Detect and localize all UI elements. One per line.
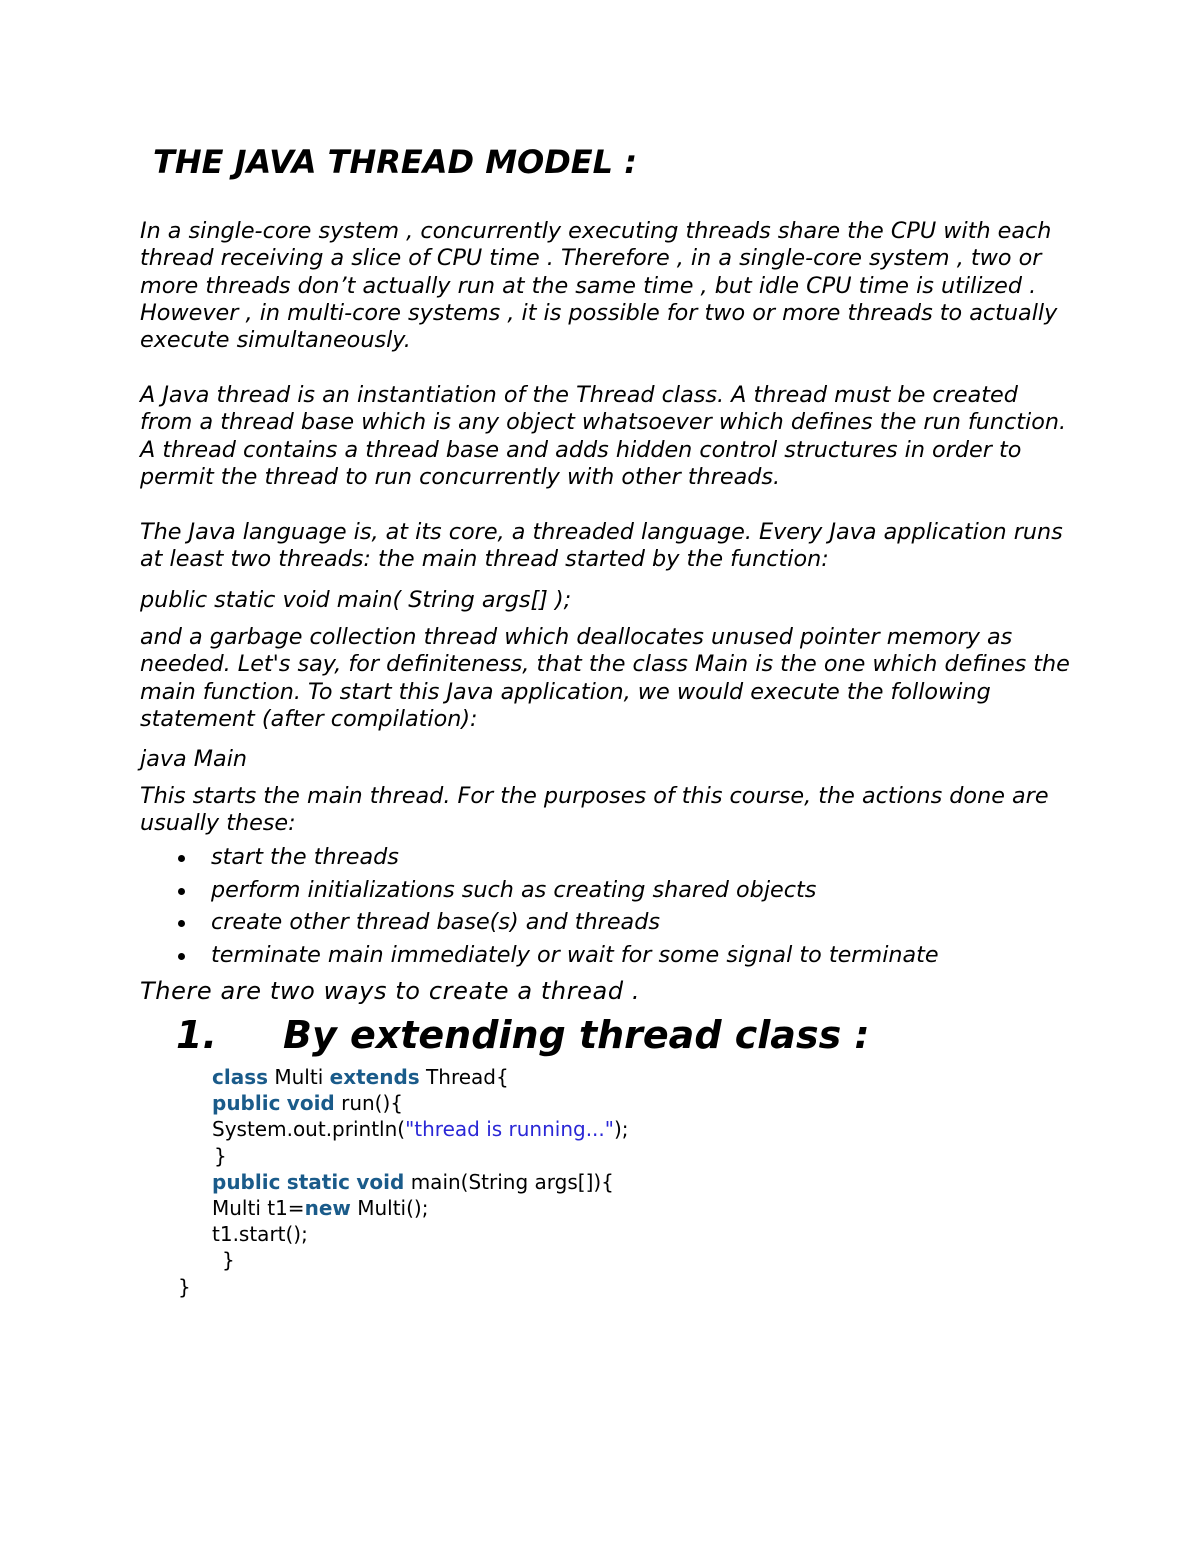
code-text: Thread{ [419, 1065, 509, 1089]
bullet-icon [178, 953, 185, 960]
code-keyword: public [212, 1169, 281, 1194]
list-item-text: create other thread base(s) and threads [211, 909, 660, 935]
list-item-text: perform initializations such as creating shared objects [211, 876, 817, 903]
code-keyword: void [356, 1169, 405, 1194]
code-keyword: static [286, 1169, 351, 1194]
code-keyword: new [304, 1195, 351, 1220]
code-keyword: class [212, 1065, 269, 1089]
code-text: } [178, 1274, 191, 1299]
command-line: java Main [140, 746, 248, 772]
paragraph-java-thread: A Java thread is an instantiation of the Thread class. A thread must be created from a thread base which is any object whatsoever which defines the run function. A thread contains a thread base and adds hidden control structures in order to permit the thread to run concurrently with other threads. [140, 382, 1067, 490]
code-line [0, 1195, 429, 1221]
section-heading [176, 1010, 870, 1060]
list-item-text: terminate main immediately or wait for some signal to terminate [211, 941, 939, 968]
page-title: THE JAVA THREAD MODEL : [153, 143, 637, 181]
code-keyword: extends [329, 1065, 420, 1089]
code-text: run(){ [334, 1091, 404, 1116]
code-text: Multi [268, 1065, 330, 1089]
code-text: main(String args[]){ [404, 1169, 614, 1194]
paragraph-main-thread: This starts the main thread. For the purposes of this course, the actions done are usually these: [140, 783, 1049, 837]
paragraph-single-core: In a single-core system , concurrently executing threads share the CPU with each thread receiving a slice of CPU time . Therefore , in a single-core system , two or more threads don’t actually run at the same time , but idle CPU time is utilized . However , in multi-core systems , it is possible for two or more threads to actually execute simultaneously. [140, 218, 1058, 354]
section-heading-text: By extending thread class : [283, 1013, 870, 1057]
list-item-text: start the threads [211, 844, 399, 870]
section-number: 1. [176, 1013, 217, 1057]
code-line [0, 1247, 235, 1273]
code-text: ); [613, 1117, 629, 1142]
bullet-icon [178, 888, 185, 895]
code-text: System.out.println( [212, 1117, 406, 1142]
code-string: "thread is running..." [405, 1117, 614, 1142]
code-text: } [222, 1248, 235, 1273]
main-signature: public static void main( String args[] ); [140, 587, 572, 613]
paragraph-garbage-collection: and a garbage collection thread which deallocates unused pointer memory as needed. Let's say, for definiteness, that the class Main is the one which defines the main function. To start this Java application, we would execute the following statement (after compilation): [140, 624, 1070, 732]
bullet-icon [178, 920, 185, 927]
code-line [0, 1090, 404, 1116]
code-text: Multi t1= [212, 1195, 305, 1220]
paragraph-threaded-language: The Java language is, at its core, a threaded language. Every Java application runs at least two threads: the main thread started by the function: [140, 519, 1063, 573]
code-keyword: public [212, 1091, 281, 1116]
code-block [0, 1064, 629, 1300]
bullet-icon [178, 855, 185, 862]
code-line [0, 1274, 191, 1300]
code-line [0, 1169, 614, 1195]
code-keyword: void [286, 1091, 335, 1116]
code-text: } [214, 1143, 227, 1168]
code-line [0, 1221, 308, 1247]
code-line [0, 1116, 629, 1142]
code-line [0, 1143, 227, 1169]
ways-line: There are two ways to create a thread . [140, 977, 641, 1005]
code-line [0, 1064, 509, 1090]
code-text: Multi(); [350, 1195, 429, 1220]
code-text: t1.start(); [212, 1222, 308, 1247]
